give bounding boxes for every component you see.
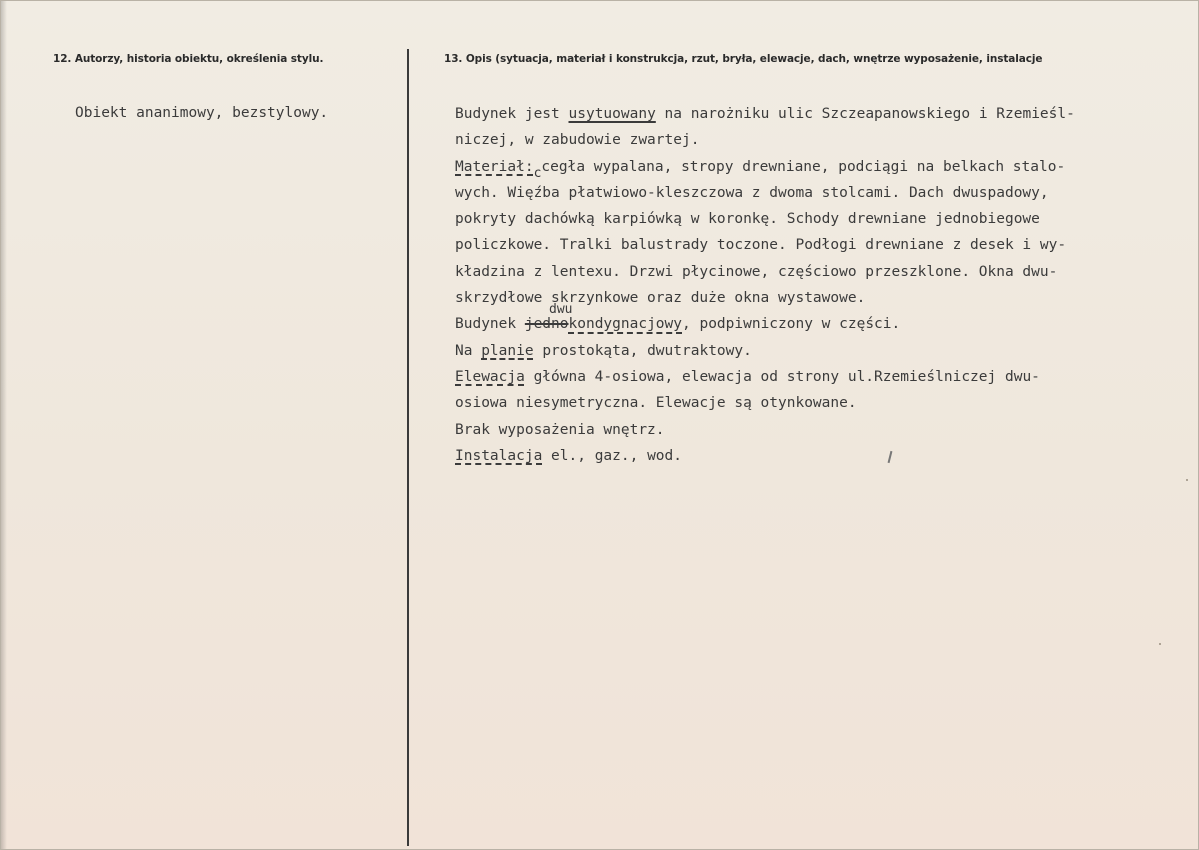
- description-line: pokryty dachówką karpiówką w koronkę. Schody drewniane jednobiegowe: [455, 211, 1040, 228]
- text-run: el., gaz., wod.: [542, 447, 682, 464]
- description-line: [455, 364, 1075, 390]
- text-run: Budynek: [455, 316, 525, 333]
- field-13-description: [455, 101, 1075, 469]
- description-line: skrzydłowe skrzynkowe oraz duże okna wystawowe.: [455, 290, 866, 307]
- underlined-term: Elewacja: [455, 368, 525, 385]
- description-line: osiowa niesymetryczna. Elewacje są otynkowane.: [455, 395, 857, 412]
- inserted-letter: c: [533, 165, 542, 181]
- text-run: prostokąta, dwutraktowy.: [533, 342, 752, 359]
- description-line: [455, 302, 1075, 337]
- text-run: główna 4-osiowa, elewacja od strony ul.Rzemieślniczej dwu-: [524, 368, 1040, 385]
- description-line: [455, 443, 1075, 469]
- struck-out-word: jedno: [524, 316, 569, 333]
- paper-speck: [1186, 479, 1188, 481]
- text-run: na narożniku ulic Szczeapanowskiego i Rzemieśl-: [655, 106, 1075, 122]
- underlined-term: Materiał:: [455, 158, 534, 175]
- underlined-term: planie: [481, 342, 534, 359]
- column-divider: [407, 49, 409, 846]
- description-line: Brak wyposażenia wnętrz.: [455, 421, 665, 438]
- underlined-term: usytuowany: [568, 106, 656, 122]
- description-line: [455, 101, 1075, 127]
- field-13-label: 13. Opis (sytuacja, materiał i konstrukcja, rzut, bryła, elewacje, dach, wnętrze wyposażenie, instalacje: [444, 53, 1043, 65]
- card-left-edge: [1, 1, 7, 849]
- text-run: cegła wypalana, stropy drewniane, podciągi na belkach stalo-: [541, 158, 1066, 175]
- description-line: [455, 338, 1075, 364]
- description-line: kładzina z lentexu. Drzwi płycinowe, częściowo przeszklone. Okna dwu-: [455, 263, 1058, 280]
- inserted-word: dwu: [549, 302, 573, 318]
- field-12-label: 12. Autorzy, historia obiektu, określenia stylu.: [53, 53, 324, 65]
- paper-speck: [1159, 643, 1161, 645]
- text-run: Na: [455, 342, 482, 359]
- underlined-term: Instalacja: [455, 447, 543, 464]
- field-12-value: Obiekt ananimowy, bezstylowy.: [75, 105, 329, 121]
- underlined-term: kondygnacjowy: [568, 316, 682, 333]
- text-run: , podpiwniczony w części.: [682, 316, 901, 333]
- description-line: niczej, w zabudowie zwartej.: [455, 132, 700, 149]
- description-line: [455, 154, 1075, 180]
- text-run: Budynek jest: [455, 106, 569, 122]
- description-line: policzkowe. Tralki balustrady toczone. Podłogi drewniane z desek i wy-: [455, 237, 1067, 254]
- description-line: wych. Więźba płatwiowo-kleszczowa z dwoma stolcami. Dach dwuspadowy,: [455, 184, 1049, 201]
